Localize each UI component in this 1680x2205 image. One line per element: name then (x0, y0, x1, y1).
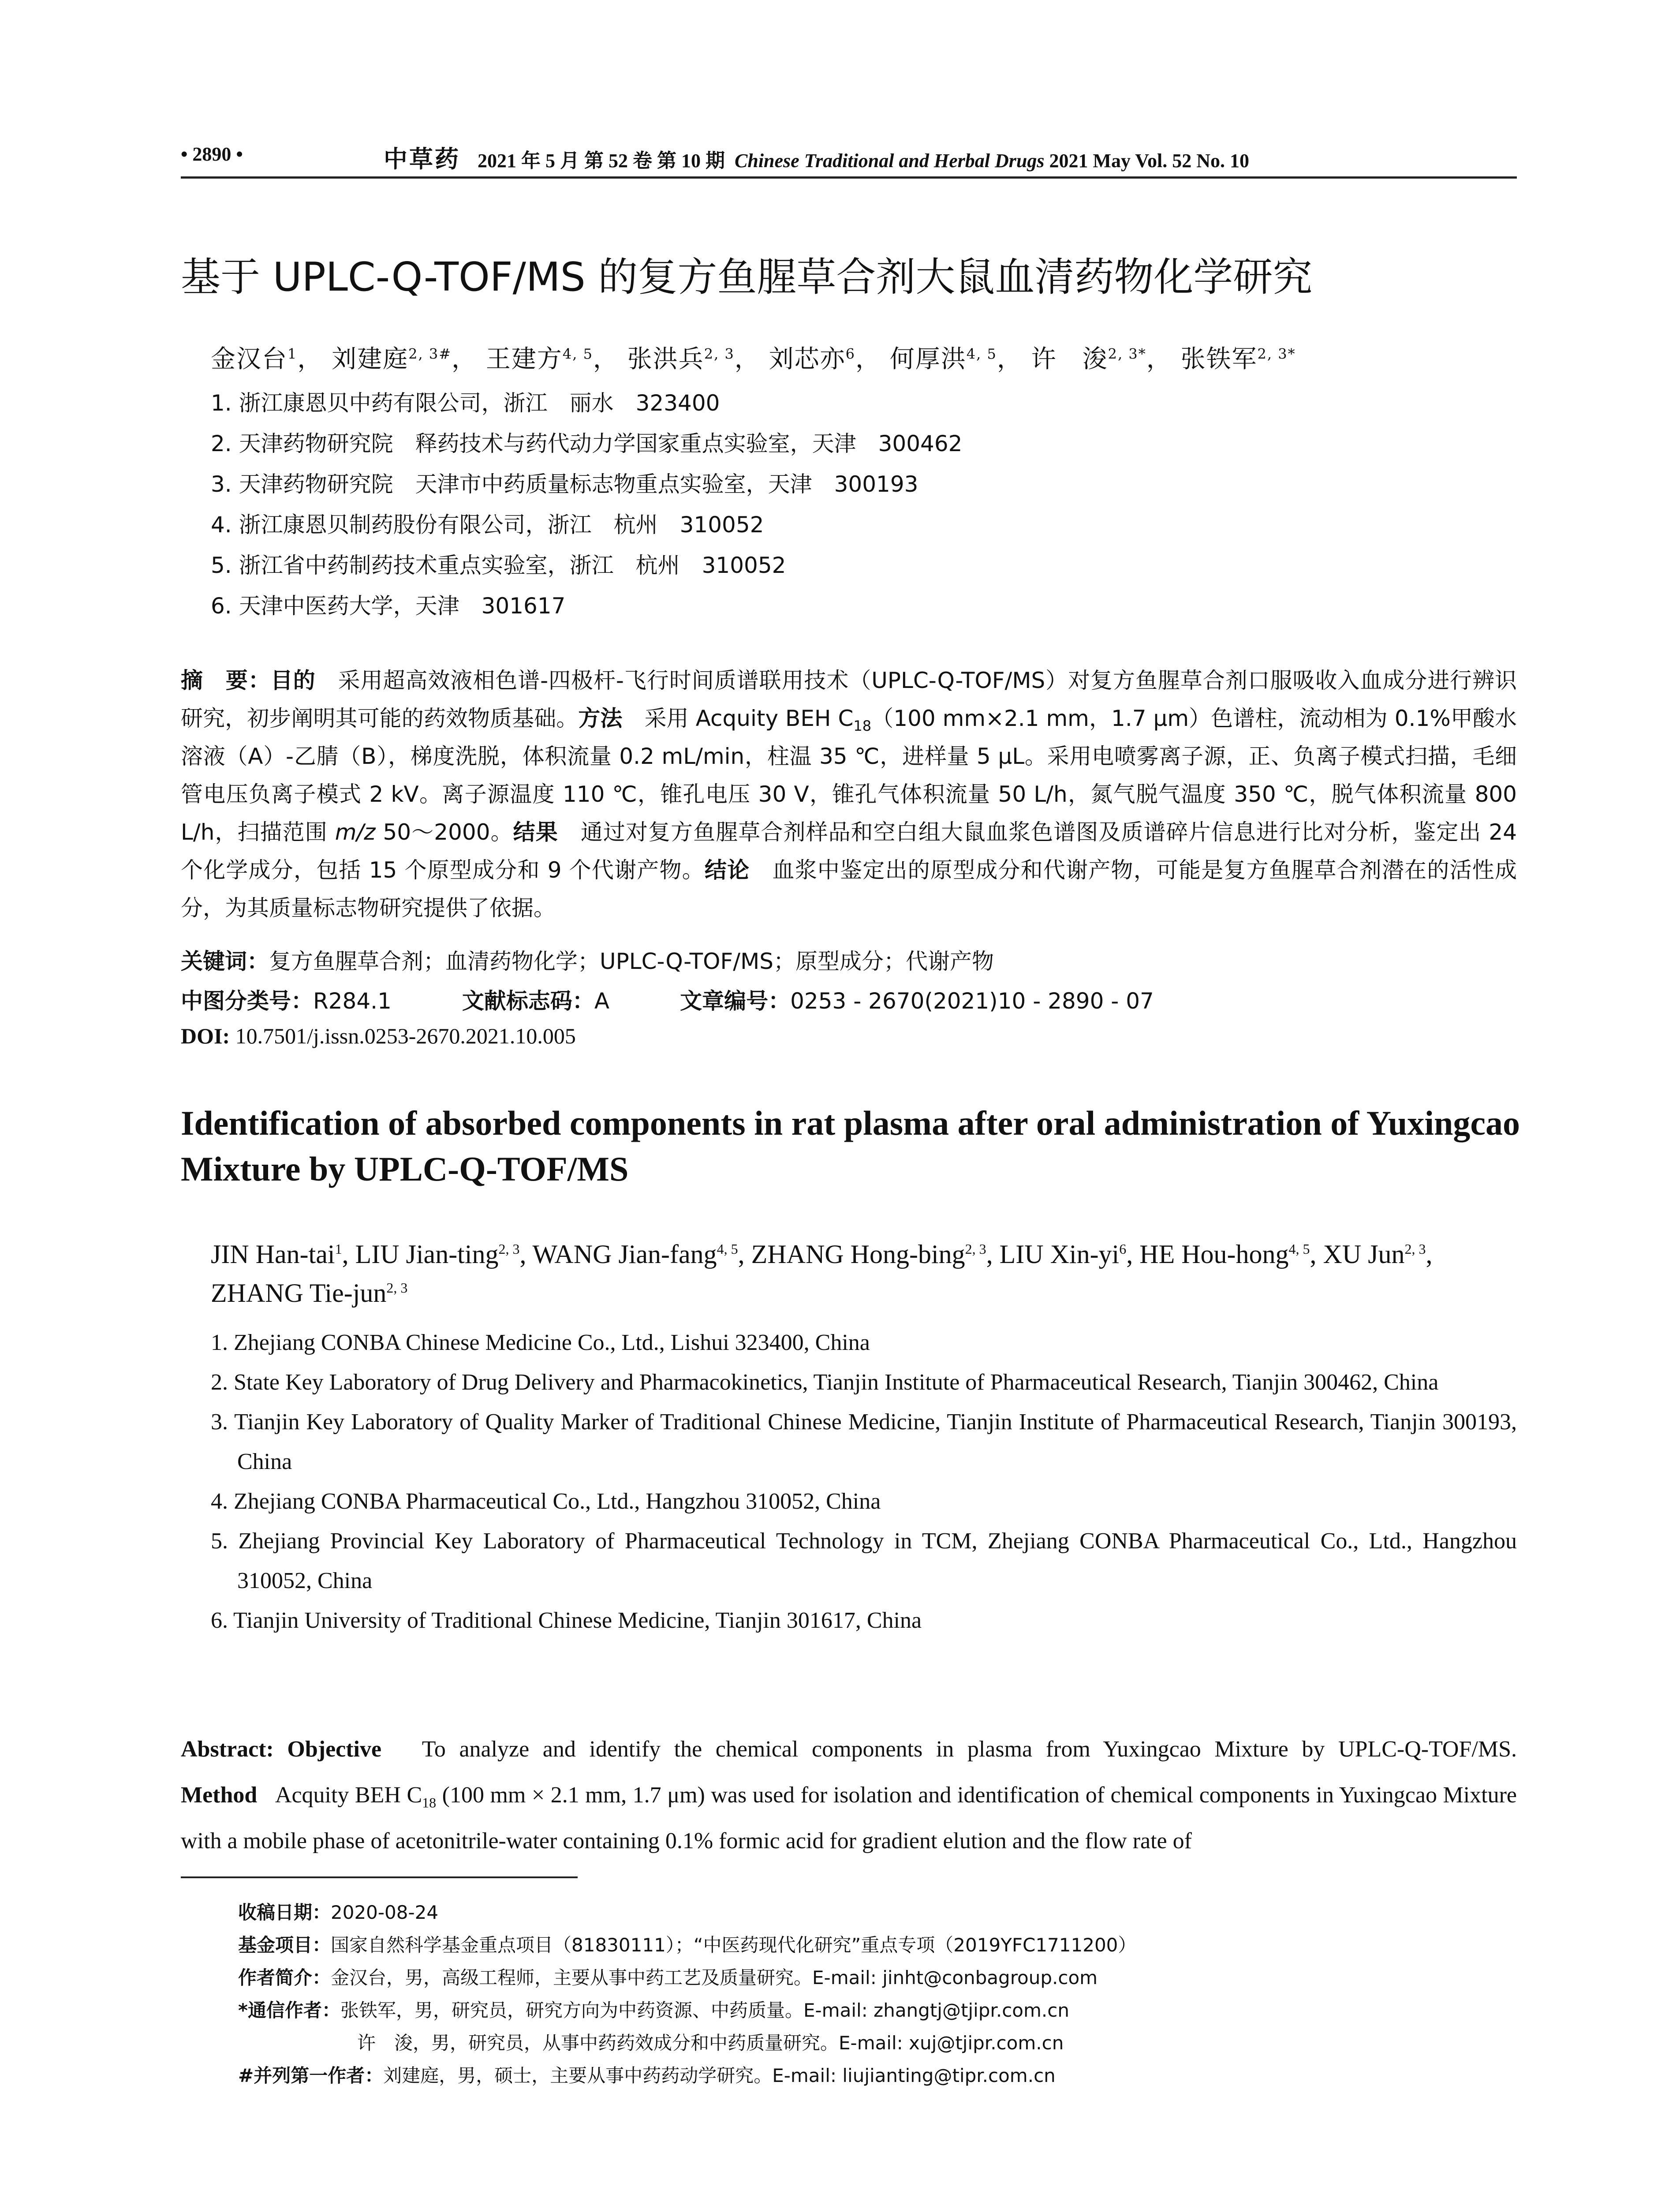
article-no-value: 0253 - 2670(2021)10 - 2890 - 07 (790, 988, 1154, 1014)
method-label: 方法 (578, 706, 623, 731)
method-text: （100 mm×2.1 mm，1.7 μm）色谱柱，流动相为 0.1%甲酸水溶液（A）-乙腈（B），梯度洗脱，体积流量 0.2 mL/min，柱温 35 ℃，进样量 5 μL。采用电喷雾离子源，正、负离子模式扫描，毛细管电压负离子模式 2 kV。离子源温度 110 ℃，锥孔电压 30 V，锥孔气体积流量 50 L/h，氮气脱气温度 350 ℃，脱气体积流量 800 L/h，扫描范围 (181, 706, 1517, 845)
header-rule (181, 176, 1517, 179)
doi-line (181, 1023, 576, 1049)
title-en: Identification of absorbed components in rat plasma after oral administration of Yuxingcao Mixture by UPLC-Q-TOF/MS (181, 1104, 1520, 1188)
author: 张铁军 (1180, 345, 1258, 374)
author: ZHANG Hong-bing (751, 1240, 965, 1269)
author-sup: 4, 5 (562, 345, 593, 363)
footnote-label: 收稿日期： (238, 1902, 331, 1923)
affiliation: 4. Zhejiang CONBA Pharmaceutical Co., Ltd., Hangzhou 310052, China (211, 1489, 881, 1514)
running-header (181, 140, 1517, 176)
author-sup: 1 (287, 345, 298, 363)
author: 王建方 (485, 345, 563, 374)
footnote-text: 国家自然科学基金重点项目（81830111）；“中医药现代化研究”重点专项（2019YFC1711200） (331, 1934, 1137, 1956)
author-sup: 2, 3# (408, 345, 452, 363)
article-no-label: 文章编号： (680, 988, 791, 1014)
affiliation: 6. 天津中医药大学，天津 301617 (211, 593, 566, 619)
footnote (238, 1896, 1136, 1929)
affiliation: 4. 浙江康恩贝制药股份有限公司，浙江 杭州 310052 (211, 512, 764, 538)
objective-label: Objective (287, 1737, 382, 1762)
doi-label: DOI: (181, 1024, 230, 1048)
author: LIU Jian-ting (355, 1240, 499, 1269)
footnote-text: 金汉台，男，高级工程师，主要从事中药工艺及质量研究。E-mail: jinht@conbagroup.com (331, 1967, 1098, 1988)
journal-logo: 中草药 (384, 145, 460, 173)
clc-label: 中图分类号： (181, 988, 313, 1014)
conclusion-text: 血浆中鉴定出的原型成分和代谢产物，可能是复方鱼腥草合剂潜在的活性成分，为其质量标志物研究提供了依据。 (181, 857, 1517, 921)
affiliation: 2. 天津药物研究院 释药技术与药代动力学国家重点实验室，天津 300462 (211, 431, 963, 456)
footnote (238, 1929, 1136, 1962)
method-text: 50～2000。 (375, 819, 513, 845)
footnote (238, 2027, 1136, 2059)
footnote-label: #并列第一作者： (238, 2065, 384, 2086)
author-sup: 2, 3 (1404, 1241, 1426, 1257)
affiliation: 5. Zhejiang Provincial Key Laboratory of Pharmaceutical Technology in TCM, Zhejiang CONBA Pharmaceutical Co., Ltd., Hangzhou 310052, China (211, 1529, 1517, 1593)
author: 金汉台 (211, 345, 287, 374)
affiliation: 3. 天津药物研究院 天津市中药质量标志物重点实验室，天津 300193 (211, 471, 918, 497)
author: 张洪兵 (627, 345, 704, 374)
author-sup: 4, 5 (1288, 1241, 1310, 1257)
author-sup: 2, 3 (965, 1241, 986, 1257)
footnote-label: 作者简介： (238, 1967, 331, 1988)
author-sup: 2, 3 (498, 1241, 520, 1257)
author: ZHANG Tie-jun (211, 1278, 387, 1308)
footnote-label: *通信作者： (238, 1999, 340, 2021)
author: XU Jun (1323, 1240, 1405, 1269)
author-sup: 1 (335, 1241, 342, 1257)
method-text: 采用 Acquity BEH C (644, 706, 854, 731)
footnote-rule (181, 1876, 578, 1878)
author: LIU Xin-yi (999, 1240, 1120, 1269)
objective-label: 目的 (270, 668, 316, 693)
footnotes (238, 1896, 1136, 2092)
author-sup: 2, 3* (1257, 345, 1296, 363)
author-sup: 4, 5 (966, 345, 997, 363)
footnote (238, 2059, 1136, 2092)
keywords-label: 关键词： (181, 949, 269, 974)
author: 刘芯亦 (769, 345, 846, 374)
result-text: 通过对复方鱼腥草合剂样品和空白组大鼠血浆色谱图及质谱碎片信息进行比对分析，鉴定出 24 个化学成分，包括 15 个原型成分和 9 个代谢产物。 (181, 819, 1517, 883)
doc-code-label: 文献标志码： (462, 988, 594, 1014)
abstract-cn (181, 662, 1517, 927)
affiliation: 1. Zhejiang CONBA Chinese Medicine Co., Ltd., Lishui 323400, China (211, 1330, 870, 1355)
abstract-label: 摘 要： (181, 668, 271, 693)
affiliations-en (211, 1323, 1517, 1641)
conclusion-label: 结论 (704, 857, 750, 883)
keywords-cn (181, 944, 994, 975)
authors-en: JIN Han-tai$^1$, LIU Jian-ting$^{2, 3}$, WANG Jian-fang$^{4, 5}$, ZHANG Hong-bing$^{2, 3}$, LIU Xin-$yi^6$, HE Hou-hong$^{4, 5}$, XU Jun$^{2, 3}$, ZHANG Tie-jun$^{2, 3}$ (211, 1240, 1433, 1308)
author: 何厚洪 (889, 345, 967, 374)
keywords-text: 复方鱼腥草合剂；血清药物化学；UPLC-Q-TOF/MS；原型成分；代谢产物 (269, 949, 994, 974)
subscript: 18 (853, 718, 872, 734)
author: HE Hou-hong (1139, 1240, 1289, 1269)
author-sup: 4, 5 (717, 1241, 738, 1257)
author: WANG Jian-fang (532, 1240, 717, 1269)
mz-italic: m/z (335, 819, 376, 845)
objective-text: 采用超高效液相色谱-四极杆-飞行时间质谱联用技术（UPLC-Q-TOF/MS）对复方鱼腥草合剂口服吸收入血成分进行辨识研究，初步阐明其可能的药效物质基础。 (181, 668, 1517, 731)
author-sup: 6 (1119, 1241, 1127, 1257)
author: JIN Han-tai (211, 1240, 335, 1269)
footnote-label: 基金项目： (238, 1934, 331, 1956)
abstract-label: Abstract: (181, 1737, 274, 1762)
affiliation: 2. State Key Laboratory of Drug Delivery and Pharmacokinetics, Tianjin Institute of Pharmaceutical Research, Tianjin 300462, China (211, 1370, 1439, 1395)
objective-text: To analyze and identify the chemical components in plasma from Yuxingcao Mixture by UPLC-Q-TOF/MS. (422, 1737, 1517, 1762)
doc-code-value: A (594, 988, 610, 1014)
affiliations-cn (211, 383, 962, 626)
method-text: (100 mm × 2.1 mm, 1.7 μm) was used for isolation and identification of chemical components in Yuxingcao Mixture with a mobile phase of acetonitrile-water containing 0.1% formic acid for gradient elution and the flow rate of (181, 1783, 1517, 1854)
author: 许 浚 (1031, 345, 1108, 374)
affiliation: 1. 浙江康恩贝中药有限公司，浙江 丽水 323400 (211, 390, 720, 416)
abstract-en (181, 1727, 1517, 1864)
doi-value[interactable]: 10.7501/j.issn.0253-2670.2021.10.005 (235, 1024, 576, 1048)
author-sup: 2, 3 (704, 345, 735, 363)
clc-value: R284.1 (313, 988, 392, 1014)
subscript: 18 (422, 1794, 437, 1811)
classification-line (181, 983, 1154, 1015)
footnote-text: 2020-08-24 (331, 1902, 439, 1923)
title-cn: 基于 UPLC-Q-TOF/MS 的复方鱼腥草合剂大鼠血清药物化学研究 (181, 254, 1313, 300)
footnote (238, 1994, 1136, 2027)
method-label: Method (181, 1783, 258, 1808)
author: 刘建庭 (332, 345, 409, 374)
author-sup: 2, 3* (1108, 345, 1146, 363)
footnote-text: 许 浚，男，研究员，从事中药药效成分和中药质量研究。E-mail: xuj@tjipr.com.cn (357, 2032, 1064, 2054)
footnote (238, 1962, 1136, 1994)
issue-cn: 2021 年 5 月 第 52 卷 第 10 期 (478, 150, 725, 172)
footnote-text: 张铁军，男，研究员，研究方向为中药资源、中药质量。E-mail: zhangtj@tjipr.com.cn (340, 1999, 1069, 2021)
issue-en: 2021 May Vol. 52 No. 10 (1049, 150, 1249, 172)
affiliation: 5. 浙江省中药制药技术重点实验室，浙江 杭州 310052 (211, 553, 786, 578)
affiliation: 3. Tianjin Key Laboratory of Quality Marker of Traditional Chinese Medicine, Tianjin Institute of Pharmaceutical Research, Tianjin 300193, China (211, 1409, 1517, 1474)
author-sup: 6 (845, 345, 855, 363)
authors-cn: 金汉台$^1$， 刘建庭$^{2, 3\#}$， 王建方$^{4, 5}$， 张洪兵$^{2, 3}$， 刘芯亦$^6$， 何厚洪$^{4, 5}$， 许 浚$^{2, 3*}$， 张铁军$^{2, 3*}$ (211, 345, 1296, 374)
page-number: • 2890 • (181, 143, 243, 165)
journal-info (384, 140, 1249, 174)
footnote-text: 刘建庭，男，硕士，主要从事中药药动学研究。E-mail: liujianting@tipr.com.cn (383, 2065, 1056, 2086)
method-text: Acquity BEH C (275, 1783, 422, 1808)
journal-name-en: Chinese Traditional and Herbal Drugs (735, 150, 1045, 172)
result-label: 结果 (513, 819, 558, 845)
affiliation: 6. Tianjin University of Traditional Chinese Medicine, Tianjin 301617, China (211, 1608, 922, 1633)
author-sup: 2, 3 (386, 1280, 408, 1296)
